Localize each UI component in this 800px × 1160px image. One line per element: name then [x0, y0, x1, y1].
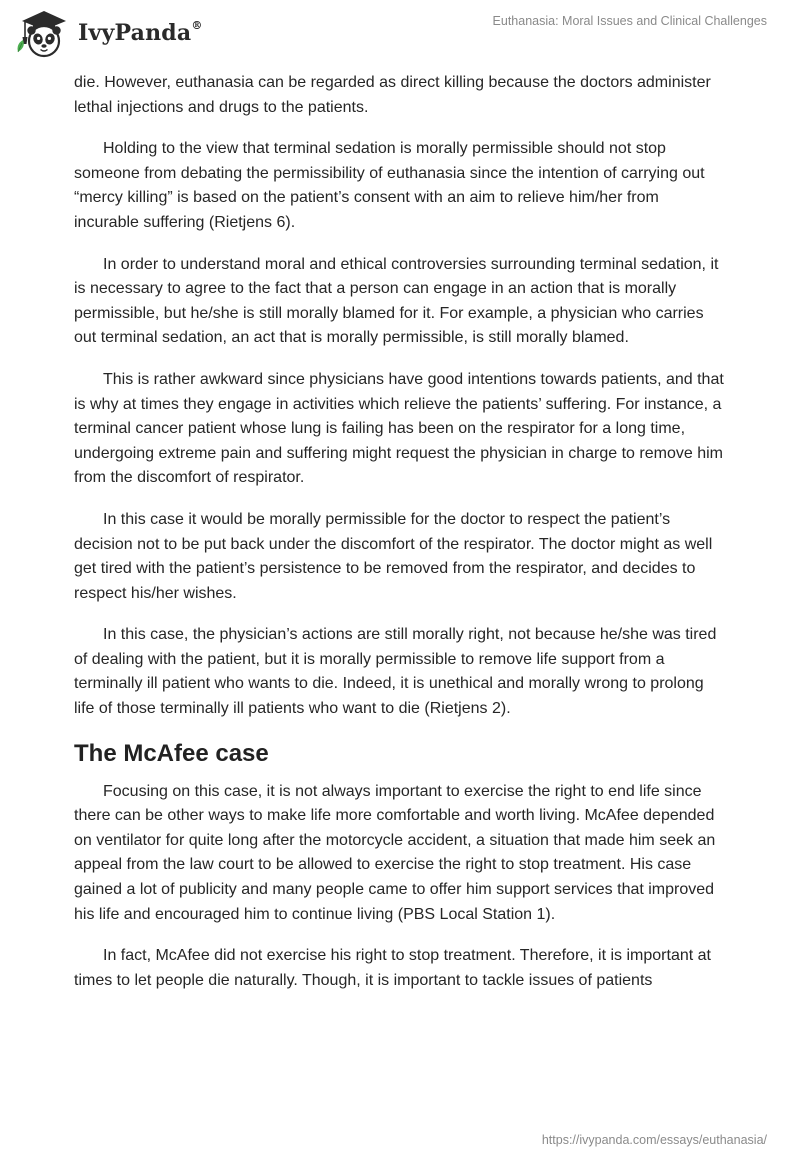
brand-name: IvyPanda®: [78, 18, 203, 46]
registered-mark: ®: [191, 18, 203, 32]
paragraph: In this case, the physician’s actions are still morally right, not because he/she was tired of dealing with the patient, but it is morally permissible to remove life support from a terminally ill patient who wants to die. Indeed, it is unethical and morally wrong to prolong life of those terminally ill patients who want to die (Rietjens 2).: [74, 626, 717, 718]
page-header: [0, 0, 800, 66]
source-url[interactable]: https://ivypanda.com/essays/euthanasia/: [541, 1133, 767, 1147]
paragraph: die. However, euthanasia can be regarded as direct killing because the doctors administer lethal injections and drugs to the patients.: [74, 74, 711, 116]
document-title: Euthanasia: Moral Issues and Clinical Challenges: [492, 14, 767, 28]
panda-graduation-cap-icon: [14, 8, 72, 60]
essay-body: [74, 71, 726, 1010]
paragraph: In fact, McAfee did not exercise his right to stop treatment. Therefore, it is important at times to let people die naturally. Though, it is important to tackle issues of patients: [74, 947, 711, 989]
paragraph: In this case it would be morally permissible for the doctor to respect the patient’s decision not to be put back under the discomfort of the respirator. The doctor might as well get tired with the patient’s persistence to be removed from the respirator, and decides to respect his/her wishes.: [74, 510, 713, 602]
paragraph: This is rather awkward since physicians have good intentions towards patients, and that is why at times they engage in activities which relieve the patients’ suffering. For instance, a terminal cancer patient whose lung is failing has been on the respirator for a long time, undergoing extreme pain and suffering might request the physician in charge to remove him from the discomfort of respirator.: [74, 370, 724, 487]
paragraph: Focusing on this case, it is not always important to exercise the right to end life since there can be other ways to make life more comfortable and worth living. McAfee depended on ventilator for quite long after the motorcycle accident, a situation that made him seek an appeal from the law court to be allowed to exercise the right to stop treatment. His case gained a lot of publicity and many people came to offer him support services that improved his life and encouraged him to continue living (PBS Local Station 1).: [74, 782, 716, 923]
brand-logo[interactable]: [14, 8, 203, 60]
section-heading: The McAfee case: [74, 739, 269, 767]
paragraph: In order to understand moral and ethical controversies surrounding terminal sedation, it is necessary to agree to the fact that a person can engage in an action that is morally permissible, but he/she is still morally blamed for it. For example, a physician who carries out terminal sedation, an act that is morally permissible, is still morally blamed.: [74, 255, 719, 347]
paragraph: Holding to the view that terminal sedation is morally permissible should not stop someone from debating the permissibility of euthanasia since the intention of carrying out “mercy killing” is based on the patient’s consent with an aim to relieve him/her from incurable suffering (Rietjens 6).: [74, 140, 705, 231]
